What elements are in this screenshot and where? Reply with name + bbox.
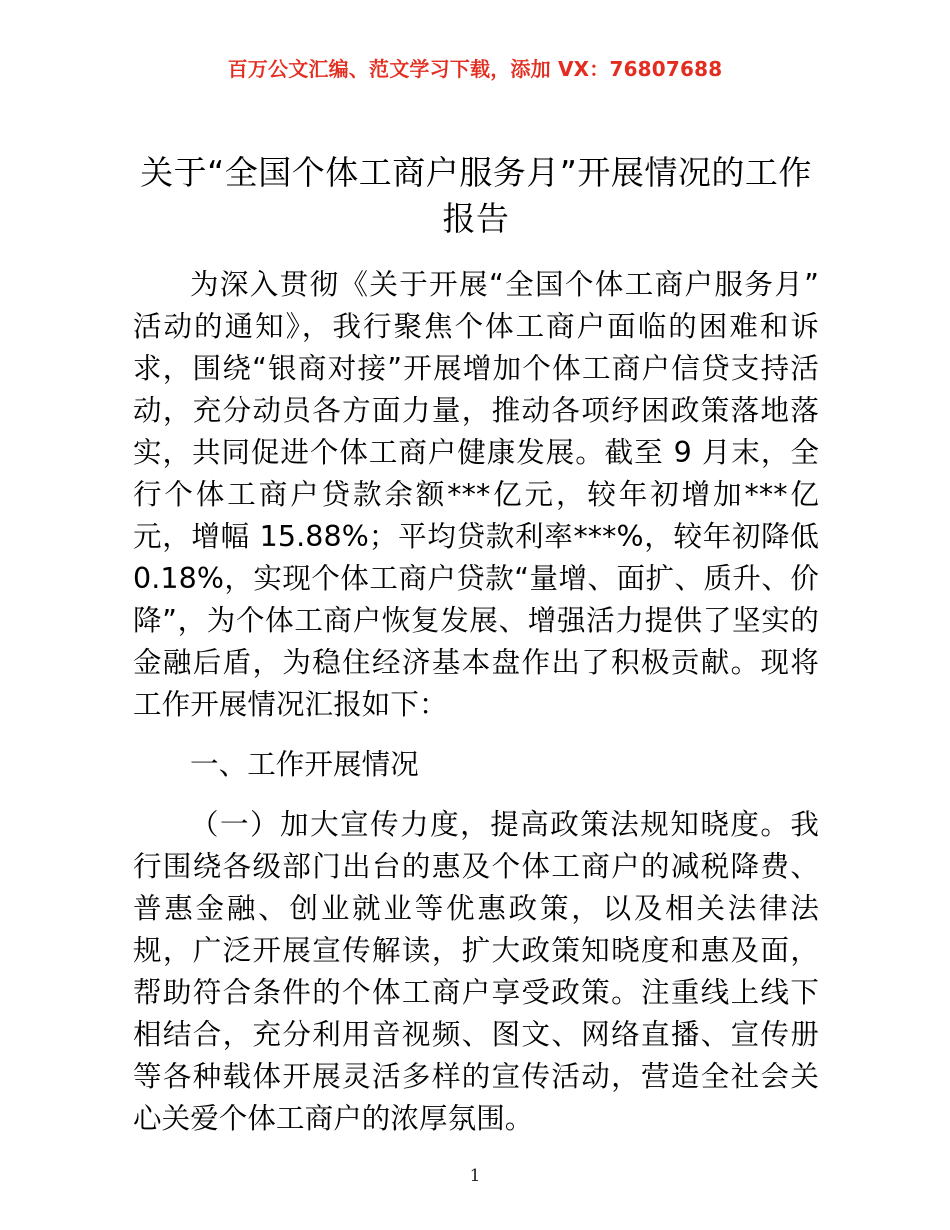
paragraph-intro: 为深入贯彻《关于开展“全国个体工商户服务月”活动的通知》，我行聚焦个体工商户面临的困难和诉求，围绕“银商对接”开展增加个体工商户信贷支持活动，充分动员各方面力量，推动各项纾困政策落地落实，共同促进个体工商户健康发展。截至 9 月末，全行个体工商户贷款余额***亿元，较年初增加***亿元，增幅 15.88%；平均贷款利率***%，较年初降低 0.18%，实现个体工商户贷款“量增、面扩、质升、价降”，为个体工商户恢复发展、增强活力提供了坚实的金融后盾，为稳住经济基本盘作出了积极贡献。现将工作开展情况汇报如下： xyxy=(133,268,819,721)
document-title: 关于“全国个体工商户服务月”开展情况的工作报告 xyxy=(140,153,812,238)
document-body xyxy=(133,150,819,1142)
promo-header-text: 百万公文汇编、范文学习下载，添加 VX：76807688 xyxy=(227,57,723,81)
paragraph-subsection-one: （一）加大宣传力度，提高政策法规知晓度。我行围绕各级部门出台的惠及个体工商户的减税降费、普惠金融、创业就业等优惠政策，以及相关法律法规，广泛开展宣传解读，扩大政策知晓度和惠及面，帮助符合条件的个体工商户享受政策。注重线上线下相结合，充分利用音视频、图文、网络直播、宣传册等各种载体开展灵活多样的宣传活动，营造全社会关心关爱个体工商户的浓厚氛围。 xyxy=(133,808,819,1135)
section-heading-one: 一、工作开展情况 xyxy=(190,748,419,781)
page-number: 1 xyxy=(469,1166,481,1186)
